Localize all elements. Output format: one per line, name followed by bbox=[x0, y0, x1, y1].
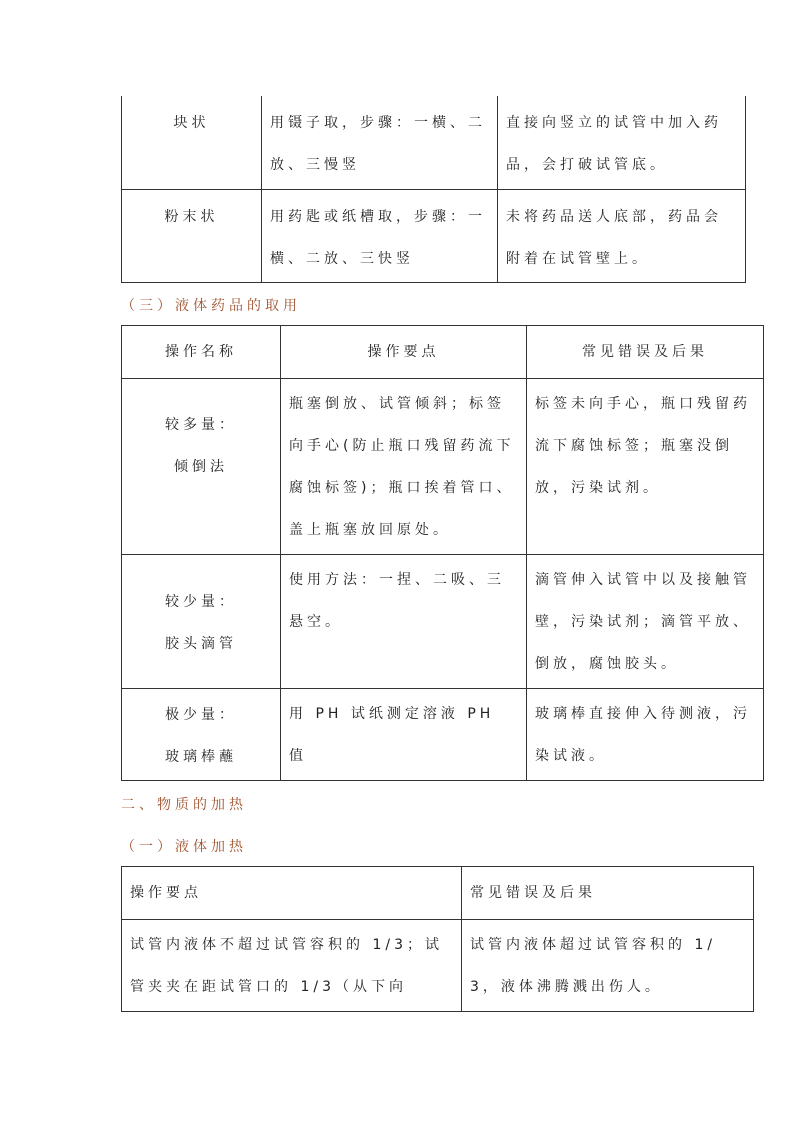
operation-name-cell bbox=[122, 555, 281, 689]
operation-amount: 较少量： bbox=[165, 594, 237, 610]
liquid-reagent-table bbox=[121, 325, 764, 781]
operation-points-cell: 瓶塞倒放、试管倾斜；标签向手心(防止瓶口残留药流下腐蚀标签)；瓶口挨着管口、盖上瓶塞放回原处。 bbox=[281, 379, 527, 555]
liquid-reagent-heading: （三）液体药品的取用 bbox=[121, 298, 301, 314]
error-cell: 试管内液体超过试管容积的 1/3，液体沸腾溅出伤人。 bbox=[462, 920, 754, 1012]
operation-points-cell: 试管内液体不超过试管容积的 1/3；试管夹夹在距试管口的 1/3（从下向 bbox=[122, 920, 462, 1012]
error-cell: 直接向竖立的试管中加入药品，会打破试管底。 bbox=[498, 96, 746, 189]
error-cell: 滴管伸入试管中以及接触管壁，污染试剂；滴管平放、倒放，腐蚀胶头。 bbox=[527, 555, 764, 689]
column-header: 常见错误及后果 bbox=[527, 326, 764, 379]
table-row bbox=[122, 379, 764, 555]
liquid-heating-heading: （一）液体加热 bbox=[121, 839, 247, 855]
column-header: 常见错误及后果 bbox=[462, 867, 754, 920]
table-row bbox=[122, 920, 754, 1012]
operation-points-cell: 用 PH 试纸测定溶液 PH 值 bbox=[281, 689, 527, 781]
operation-name-cell bbox=[122, 689, 281, 781]
table-row bbox=[122, 96, 746, 189]
table-header-row bbox=[122, 326, 764, 379]
reagent-form-cell: 块状 bbox=[122, 96, 262, 189]
operation-method: 胶头滴管 bbox=[165, 636, 237, 652]
method-cell: 用镊子取，步骤：一横、二放、三慢竖 bbox=[262, 96, 498, 189]
solid-reagent-table bbox=[121, 96, 746, 283]
operation-name-cell bbox=[122, 379, 281, 555]
operation-amount: 极少量： bbox=[165, 707, 237, 723]
error-cell: 未将药品送人底部，药品会附着在试管壁上。 bbox=[498, 189, 746, 282]
operation-points-cell: 使用方法：一捏、二吸、三悬空。 bbox=[281, 555, 527, 689]
error-cell: 玻璃棒直接伸入待测液，污染试液。 bbox=[527, 689, 764, 781]
table-row bbox=[122, 189, 746, 282]
table-row bbox=[122, 555, 764, 689]
reagent-form-cell: 粉末状 bbox=[122, 189, 262, 282]
table-row bbox=[122, 689, 764, 781]
column-header: 操作要点 bbox=[122, 867, 462, 920]
operation-method: 玻璃棒蘸 bbox=[165, 749, 237, 765]
operation-method: 倾倒法 bbox=[174, 459, 228, 475]
method-cell: 用药匙或纸槽取，步骤：一横、二放、三快竖 bbox=[262, 189, 498, 282]
table-header-row bbox=[122, 867, 754, 920]
error-cell: 标签未向手心，瓶口残留药流下腐蚀标签；瓶塞没倒放，污染试剂。 bbox=[527, 379, 764, 555]
liquid-heating-table bbox=[121, 866, 754, 1012]
column-header: 操作要点 bbox=[281, 326, 527, 379]
column-header: 操作名称 bbox=[122, 326, 281, 379]
operation-amount: 较多量： bbox=[165, 417, 237, 433]
heating-section-heading: 二、物质的加热 bbox=[121, 797, 247, 813]
